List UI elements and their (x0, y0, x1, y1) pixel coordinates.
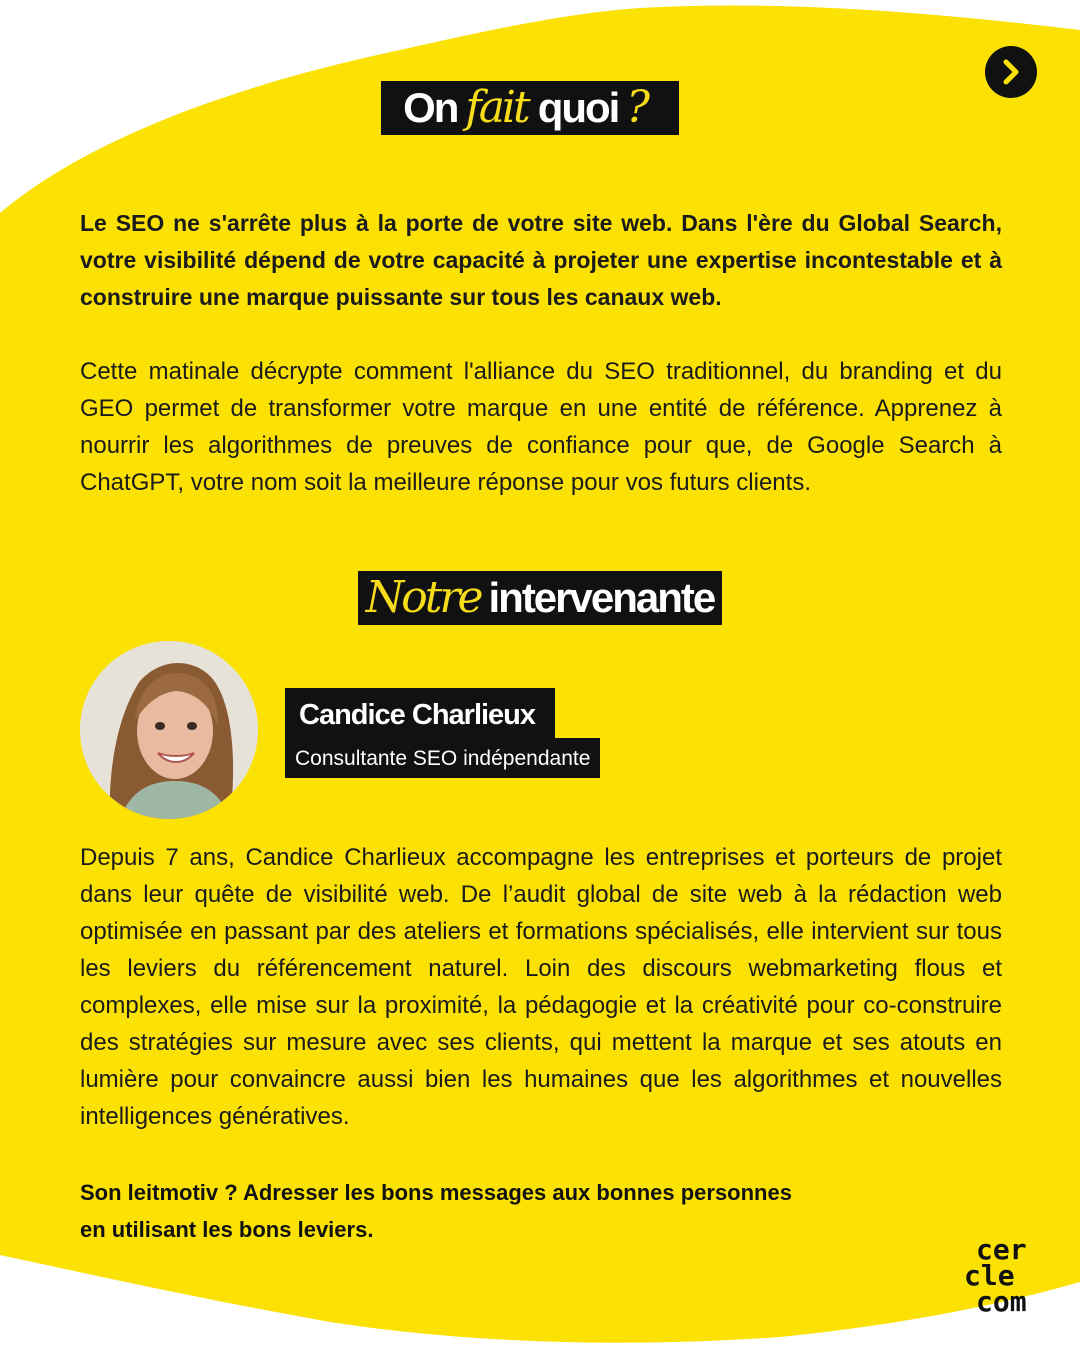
speaker-photo (80, 641, 258, 819)
speaker-role: Consultante SEO indépendante (285, 738, 600, 778)
speaker-bio: Depuis 7 ans, Candice Charlieux accompagne les entreprises et porteurs de projet dans leur quête de visibilité web. De l’audit global de site web à la rédaction web optimisée en passant par des ateliers et formations spécialisés, elle intervient sur tous les leviers du référencement naturel. Loin des discours webmarketing flous et complexes, elle mise sur la proximité, la pédagogie et la créativité pour co-construire des stratégies sur mesure avec ses clients, qui mettent la marque et ses atouts en lumière pour convaincre aussi bien les humaines que les algorithmes et nouvelles intelligences génératives. (80, 844, 1002, 1130)
motto-line-2: en utilisant les bons leviers. (80, 1217, 374, 1242)
title-question-mark: ? (626, 82, 647, 133)
motto-line-1: Son leitmotiv ? Adresser les bons messages aux bonnes personnes (80, 1180, 792, 1205)
intro-paragraph: Le SEO ne s'arrête plus à la porte de votre site web. Dans l'ère du Global Search, votre visibilité dépend de votre capacité à projeter une expertise incontestable et à construire une marque puissante sur tous les canaux web. (80, 210, 1002, 310)
section-title-notre-intervenante (358, 571, 722, 625)
title-word-notre: Notre (365, 572, 481, 623)
logo-line-cle: cle (964, 1259, 1015, 1292)
chevron-right-icon (996, 57, 1026, 87)
title-word-quoi: quoi (537, 84, 619, 131)
title-word-on: On (403, 84, 458, 131)
title-word-fait: fait (465, 82, 528, 133)
title-word-intervenante: intervenante (488, 574, 715, 621)
logo-line-com: com (976, 1285, 1027, 1318)
speaker-portrait-icon (80, 641, 258, 819)
logo-line-cer: cer (976, 1235, 1027, 1266)
speaker-motto (80, 1174, 960, 1248)
description-paragraph: Cette matinale décrypte comment l'alliance du SEO traditionnel, du branding et du GEO permet de transformer votre marque en une entité de référence. Apprenez à nourrir les algorithmes de preuves de confiance pour que, de Google Search à ChatGPT, votre nom soit la meilleure réponse pour vos futurs clients. (80, 358, 1002, 496)
next-slide-button[interactable] (985, 46, 1037, 98)
speaker-name: Candice Charlieux (285, 688, 555, 738)
cerclecom-logo (958, 1235, 1050, 1319)
section-title-on-fait-quoi (381, 81, 679, 135)
